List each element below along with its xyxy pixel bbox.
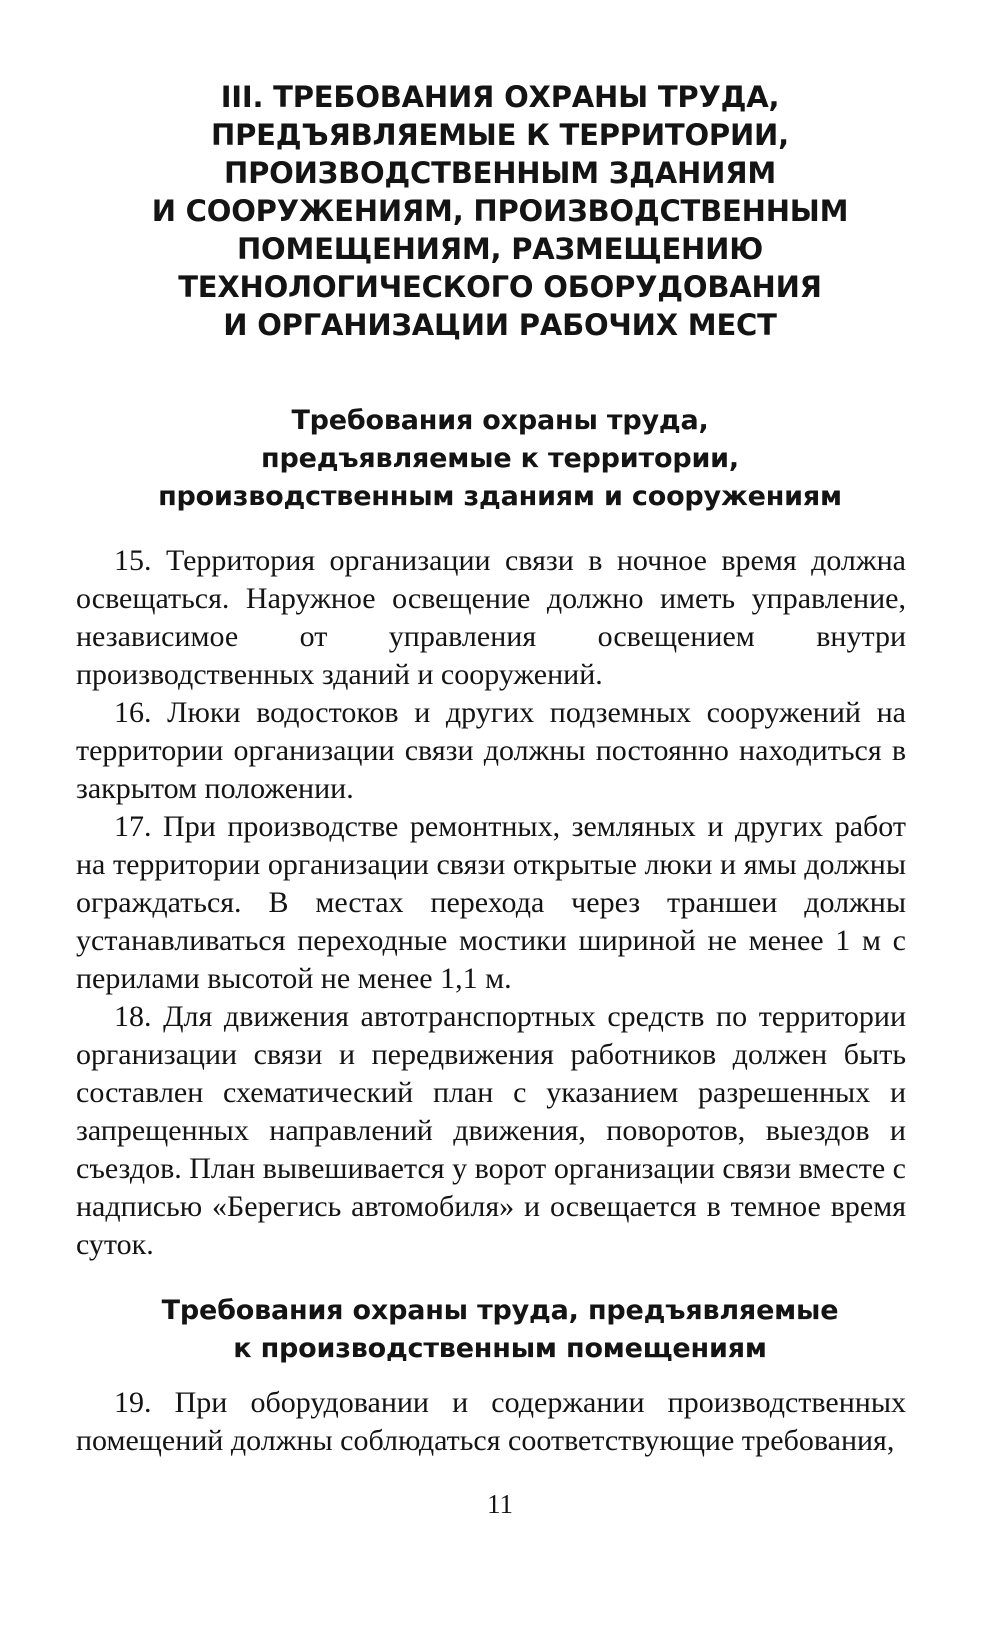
section-heading-territory: Требования охраны труда, предъявляемые к территории, производственным зданиям и сооружениям [158,405,842,512]
paragraph-15: 15. Территория организации связи в ночное время должна освещаться. Наружное освещение должно иметь управление, независимое от управления освещением внутри производственных зданий и сооружений. [76,544,906,691]
section-body-premises [76,1384,906,1460]
chapter-title: III. ТРЕБОВАНИЯ ОХРАНЫ ТРУДА, ПРЕДЪЯВЛЯЕМЫЕ К ТЕРРИТОРИИ, ПРОИЗВОДСТВЕННЫМ ЗДАНИЯМ И СООРУЖЕНИЯМ, ПРОИЗВОДСТВЕННЫМ ПОМЕЩЕНИЯМ, РАЗМЕЩЕНИЮ ТЕХНОЛОГИЧЕСКОГО ОБОРУДОВАНИЯ И ОРГАНИЗАЦИИ РАБОЧИХ МЕСТ [151,80,849,342]
section-heading-premises: Требования охраны труда, предъявляемые к производственным помещениям [161,1295,839,1364]
paragraph-16: 16. Люки водостоков и других подземных сооружений на территории организации связи должны постоянно находиться в закрытом положении. [76,696,906,805]
paragraph-19: 19. При оборудовании и содержании производственных помещений должны соблюдаться соответствующие требования, [76,1386,906,1457]
paragraph-17: 17. При производстве ремонтных, земляных и других работ на территории организации связи открытые люки и ямы должны ограждаться. В местах перехода через траншеи должны устанавливаться переходные мостики шириной не менее 1 м с перилами высотой не менее 1,1 м. [76,810,906,995]
page-number: 11 [487,1489,513,1519]
section-body-territory [76,542,906,1264]
paragraph-18: 18. Для движения автотранспортных средств по территории организации связи и передвижения работников должен быть составлен схематический план с указанием разрешенных и запрещенных направлений движения, поворотов, выездов и съездов. План вывешивается у ворот организации связи вместе с надписью «Берегись автомобиля» и освещается в темное время суток. [76,1000,906,1261]
